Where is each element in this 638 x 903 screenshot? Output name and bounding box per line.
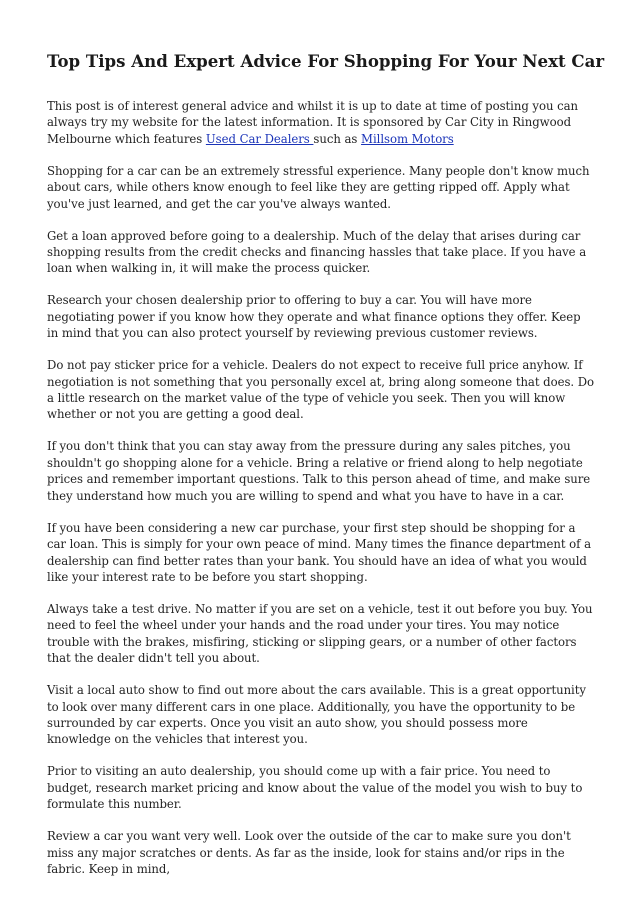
millsom-motors-link[interactable]: Millsom Motors <box>361 131 454 146</box>
intro-paragraph <box>47 98 595 147</box>
paragraph-test-drive: Always take a test drive. No matter if you are set on a vehicle, test it out before you buy. You need to feel the wheel under your hands and the road under your tires. You may notice trouble with the brakes, misfiring, sticking or slipping gears, or a number of other factors that the dealer didn't tell you about. <box>47 601 593 666</box>
paragraph-auto-show: Visit a local auto show to find out more about the cars available. This is a great opportunity to look over many different cars in one place. Additionally, you have the opportunity to be surrounded by car experts. Once you visit an auto show, you should possess more knowledge on the vehicles that interest you. <box>47 683 586 747</box>
paragraph-stressful-experience: Shopping for a car can be an extremely stressful experience. Many people don't know much about cars, while others know enough to feel like they are getting ripped off. Apply what you've just learned, and get the car you've always wanted. <box>47 163 590 211</box>
document-title: Top Tips And Expert Advice For Shopping For Your Next Car <box>47 51 605 71</box>
paragraph-sales-pressure: If you don't think that you can stay away from the pressure during any sales pitches, you shouldn't go shopping alone for a vehicle. Bring a relative or friend along to help negotiate prices and remember important questions. Talk to this person ahead of time, and make sure they understand how much you are willing to spend and what you have to have in a car. <box>47 439 591 503</box>
paragraph-loan-approved: Get a loan approved before going to a dealership. Much of the delay that arises during car shopping results from the credit checks and financing hassles that take place. If you have a loan when walking in, it will make the process quicker. <box>47 228 587 276</box>
paragraph-car-loan: If you have been considering a new car purchase, your first step should be shopping for a car loan. This is simply for your own peace of mind. Many times the finance department of a dealership can find better rates than your bank. You should have an idea of what you would like your interest rate to be before you start shopping. <box>47 520 592 584</box>
used-car-dealers-link[interactable]: Used Car Dealers <box>205 131 314 146</box>
paragraph-sticker-price: Do not pay sticker price for a vehicle. Dealers do not expect to receive full price anyhow. If negotiation is not something that you personally excel at, bring along someone that does. Do a little research on the market value of the type of vehicle you seek. Then you will know whether or not you are getting a good deal. <box>47 358 595 422</box>
paragraph-review-car: Review a car you want very well. Look over the outside of the car to make sure you don't miss any major scratches or dents. As far as the inside, look for stains and/or rips in the fabric. Keep in mind, <box>47 829 571 876</box>
paragraph-research-dealership: Research your chosen dealership prior to offering to buy a car. You will have more negotiating power if you know how they operate and what finance options they offer. Keep in mind that you can also protect yourself by reviewing previous customer reviews. <box>47 293 581 341</box>
intro-text: This post is of interest general advice and whilst it is up to date at time of posting you can always try my website for the latest information. It is sponsored by Car City in Ringwood Melbourne which features <box>47 99 579 146</box>
document-page <box>47 50 605 893</box>
paragraph-fair-price: Prior to visiting an auto dealership, you should come up with a fair price. You need to budget, research market pricing and know about the value of the model you wish to buy to formulate this number. <box>47 764 583 812</box>
intro-connector-text: such as <box>313 131 362 146</box>
